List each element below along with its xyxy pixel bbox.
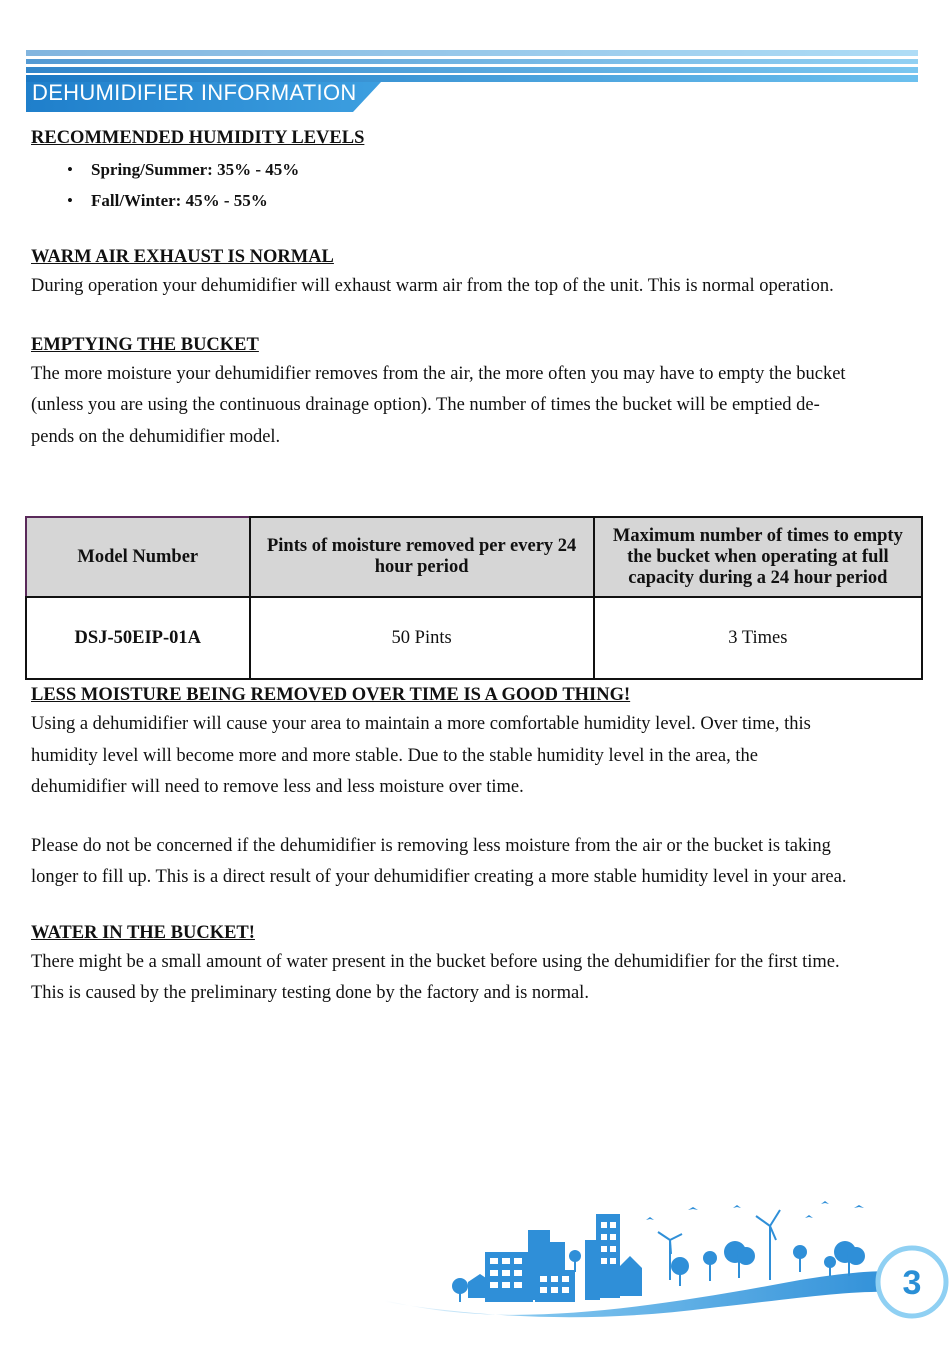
paragraph-line: longer to fill up. This is a direct result of your dehumidifier creating a more stable humidity level in your area. xyxy=(31,867,847,887)
list-item: • Fall/Winter: 45% - 55% xyxy=(91,185,921,216)
page-title: DEHUMIDIFIER INFORMATION xyxy=(32,80,357,105)
table-cell: 50 Pints xyxy=(250,597,594,679)
list-item: • Spring/Summer: 35% - 45% xyxy=(91,154,921,185)
paragraph-line: humidity level will become more and more stable. Due to the stable humidity level in the area, the xyxy=(31,745,758,766)
humidity-list xyxy=(31,154,921,216)
paragraph-line: Using a dehumidifier will cause your area to maintain a more comfortable humidity level. Over time, this xyxy=(31,714,811,734)
section-heading: RECOMMENDED HUMIDITY LEVELS xyxy=(31,128,365,148)
paragraph-line: There might be a small amount of water present in the bucket before using the dehumidifier for the first time. xyxy=(31,951,840,972)
paragraph: During operation your dehumidifier will exhaust warm air from the top of the unit. This is normal operation. xyxy=(31,276,834,296)
paragraph-line: This is caused by the preliminary testing done by the factory and is normal. xyxy=(31,983,589,1003)
lower-content xyxy=(31,681,921,1010)
city-skyline-illustration xyxy=(380,1190,950,1359)
section-bucket xyxy=(31,331,921,454)
section-heading: WATER IN THE BUCKET! xyxy=(31,922,255,943)
section-heading: LESS MOISTURE BEING REMOVED OVER TIME IS A GOOD THING! xyxy=(31,685,631,705)
section-heading: EMPTYING THE BUCKET xyxy=(31,334,259,355)
table-header-cell: Model Number xyxy=(26,517,250,597)
page-number: 3 xyxy=(902,1264,922,1302)
paragraph-line: (unless you are using the continuous drainage option). The number of times the bucket will be emptied de- xyxy=(31,395,820,415)
table-header-cell: Pints of moisture removed per every 24 hour period xyxy=(250,517,594,597)
section-water xyxy=(31,919,921,1010)
table-cell: DSJ-50EIP-01A xyxy=(26,597,250,679)
section-less-moisture xyxy=(31,681,921,894)
table-row xyxy=(26,597,922,679)
table-header-row xyxy=(26,517,922,597)
paragraph-line: The more moisture your dehumidifier removes from the air, the more often you may have to empty the bucket xyxy=(31,363,846,384)
section-humidity xyxy=(31,124,921,216)
section-heading: WARM AIR EXHAUST IS NORMAL xyxy=(31,247,334,267)
section-exhaust xyxy=(31,243,921,303)
model-table xyxy=(25,516,923,680)
main-content xyxy=(31,124,921,453)
header-stripes xyxy=(26,50,918,82)
table-header-cell: Maximum number of times to empty the bucket when operating at full capacity during a 24 hour period xyxy=(594,517,922,597)
paragraph-line: Please do not be concerned if the dehumidifier is removing less moisture from the air or the bucket is taking xyxy=(31,835,831,856)
paragraph-line: dehumidifier will need to remove less and less moisture over time. xyxy=(31,777,524,797)
table-cell: 3 Times xyxy=(594,597,922,679)
paragraph-line: pends on the dehumidifier model. xyxy=(31,426,281,447)
